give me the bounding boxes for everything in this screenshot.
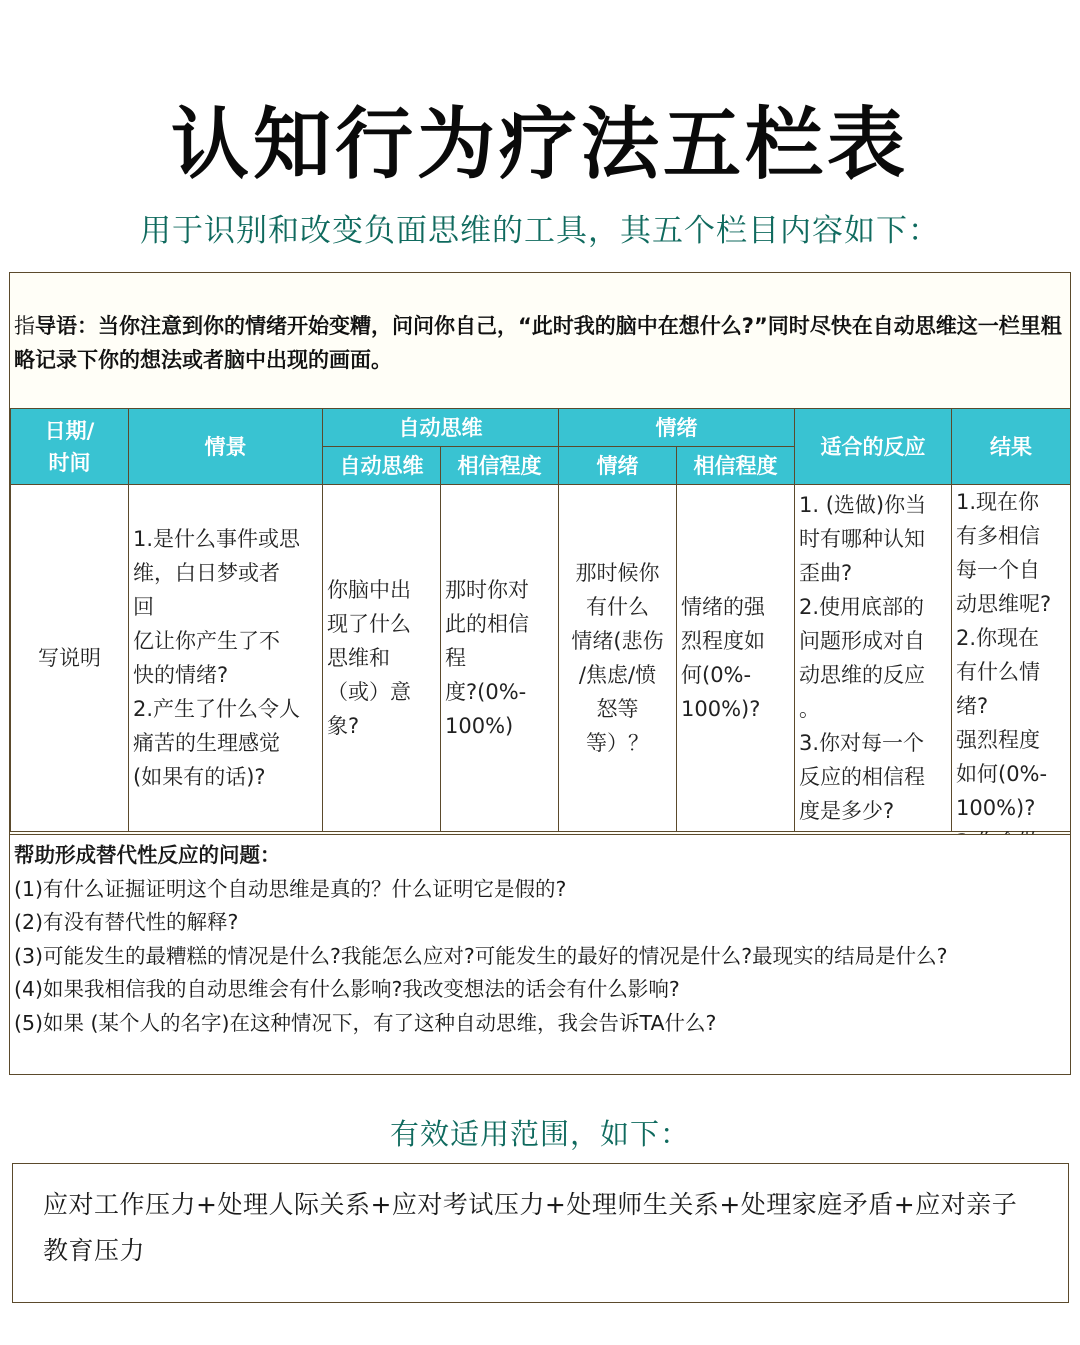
header-emotions-group: 情绪 [559,409,795,447]
cell-line: 3.你对每一个 [799,731,925,755]
cell-line: 100%)? [956,796,1036,820]
helper-question: (2)有没有替代性的解释? [14,910,239,934]
cell-line: 你脑中出 [327,578,411,602]
cell-line: 等）？ [586,731,649,755]
cell-line: （或）意 [327,680,411,704]
helper-question: (4)如果我相信我的自动思维会有什么影响?我改变想法的话会有什么影响? [14,977,680,1001]
cell-adaptive-response [795,485,952,832]
cell-situation [129,485,323,832]
five-column-sheet [9,272,1071,1075]
cell-line: 现了什么 [327,612,411,636]
scope-text: 应对工作压力+处理人际关系+应对考试压力+处理师生关系+处理家庭矛盾+应对亲子教育压力 [43,1190,1018,1265]
cell-line: 2.产生了什么令人 [133,697,301,721]
cell-line: 回 [133,595,154,619]
cell-automatic-thoughts-text [327,573,436,743]
header-outcome: 结果 [952,409,1071,485]
cell-line: 强烈程度 [956,728,1040,752]
cell-line: 歪曲? [799,561,853,585]
cell-line: 亿让你产生了不 [133,629,280,653]
cell-line: 思维和 [327,646,390,670]
cell-line: 100%) [445,714,514,738]
cell-situation-text [133,522,318,794]
cell-automatic-thoughts [323,485,441,832]
cell-line: 快的情绪? [133,663,229,687]
cell-thought-belief [441,485,559,832]
cell-line: 度?(0%- [445,680,527,704]
cell-adaptive-response-text [799,488,947,828]
instruction-body: 导语：当你注意到你的情绪开始变糟，问问你自己，“此时我的脑中在想什么?”同时尽快在自动思维这一栏里粗略记录下你的想法或者脑中出现的画面。 [14,314,1062,372]
instruction-first-char: 指 [14,314,35,338]
cell-line: 2.你现在 [956,626,1040,650]
cell-line: 1.是什么事件或思 [133,527,301,551]
helper-questions [10,834,1070,1074]
cell-line: 维，白日梦或者 [133,561,280,585]
cell-line: 动思维呢? [956,592,1052,616]
cell-line: 有什么 [586,595,649,619]
header-automatic-thoughts-group: 自动思维 [323,409,559,447]
cell-emotions-text [563,556,672,760]
cell-thought-belief-text [445,573,554,743]
header-automatic-thoughts: 自动思维 [323,447,441,485]
cbt-table [10,408,1071,832]
cell-outcome [952,485,1071,832]
cell-line: 那时你对 [445,578,529,602]
cell-emotion-intensity [677,485,795,832]
cell-line: 程 [445,646,466,670]
instruction-text [10,273,1070,408]
cell-date-time: 写说明 [11,485,129,832]
cell-line: 问题形成对自 [799,629,925,653]
cell-line: 有什么情 [956,660,1040,684]
cell-line: 2.使用底部的 [799,595,925,619]
cell-line: 。 [799,697,820,721]
scope-title: 有效适用范围，如下： [389,1117,690,1151]
cell-line: 有多相信 [956,524,1040,548]
cell-line: 反应的相信程 [799,765,925,789]
cell-line: 那时候你 [575,561,660,585]
cell-line: 情绪(悲伤 [571,629,664,653]
cell-line: (如果有的话)? [133,765,266,789]
cell-line: /焦虑/愤 [578,663,657,687]
header-situation: 情景 [129,409,323,485]
header-date-label: 日期/ [44,418,95,443]
cell-emotion-intensity-text [681,590,790,726]
cell-line: 烈程度如 [681,629,765,653]
cell-line: 此的相信 [445,612,529,636]
table-row [11,485,1071,832]
cell-emotions [559,485,677,832]
helper-question: (1)有什么证掘证明这个自动思维是真的？什么证明它是假的? [14,876,567,901]
cell-line: 度是多少? [799,799,895,823]
helper-heading: 帮助形成替代性反应的问题： [14,843,281,867]
cell-line: 怒等 [596,697,639,721]
helper-question: (5)如果 (某个人的名字)在这种情况下，有了这种自动思维，我会告诉TA什么? [14,1010,717,1035]
cell-line: 时有哪种认知 [799,527,925,551]
scope-box [12,1163,1069,1303]
page-title: 认知行为疗法五栏表 [170,100,909,190]
cell-line: 情绪的强 [681,595,765,619]
cell-line: 象? [327,714,360,738]
cell-line: 痛苦的生理感觉 [133,731,280,755]
header-thought-belief: 相信程度 [441,447,559,485]
cell-line: 100%)? [681,697,761,721]
cell-line: 如何(0%- [956,762,1048,786]
header-emotions: 情绪 [559,447,677,485]
header-time-label: 时间 [48,450,91,475]
cell-line: 何(0%- [681,663,752,687]
cell-outcome-text [956,485,1066,830]
cell-line: 绪? [956,694,989,718]
cell-line: 1.现在你 [956,490,1040,514]
header-date-time [11,409,129,485]
cell-line: 动思维的反应 [799,663,925,687]
header-adaptive-response: 适合的反应 [795,409,952,485]
page-subtitle: 用于识别和改变负面思维的工具，其五个栏目内容如下： [140,213,940,249]
helper-question: (3)可能发生的最糟糕的情况是什么?我能怎么应对?可能发生的最好的情况是什么?最现实的结局是什么? [14,943,948,968]
cell-line: 1. (选做)你当 [799,493,927,517]
cell-line: 每一个自 [956,558,1040,582]
header-emotion-intensity: 相信程度 [677,447,795,485]
